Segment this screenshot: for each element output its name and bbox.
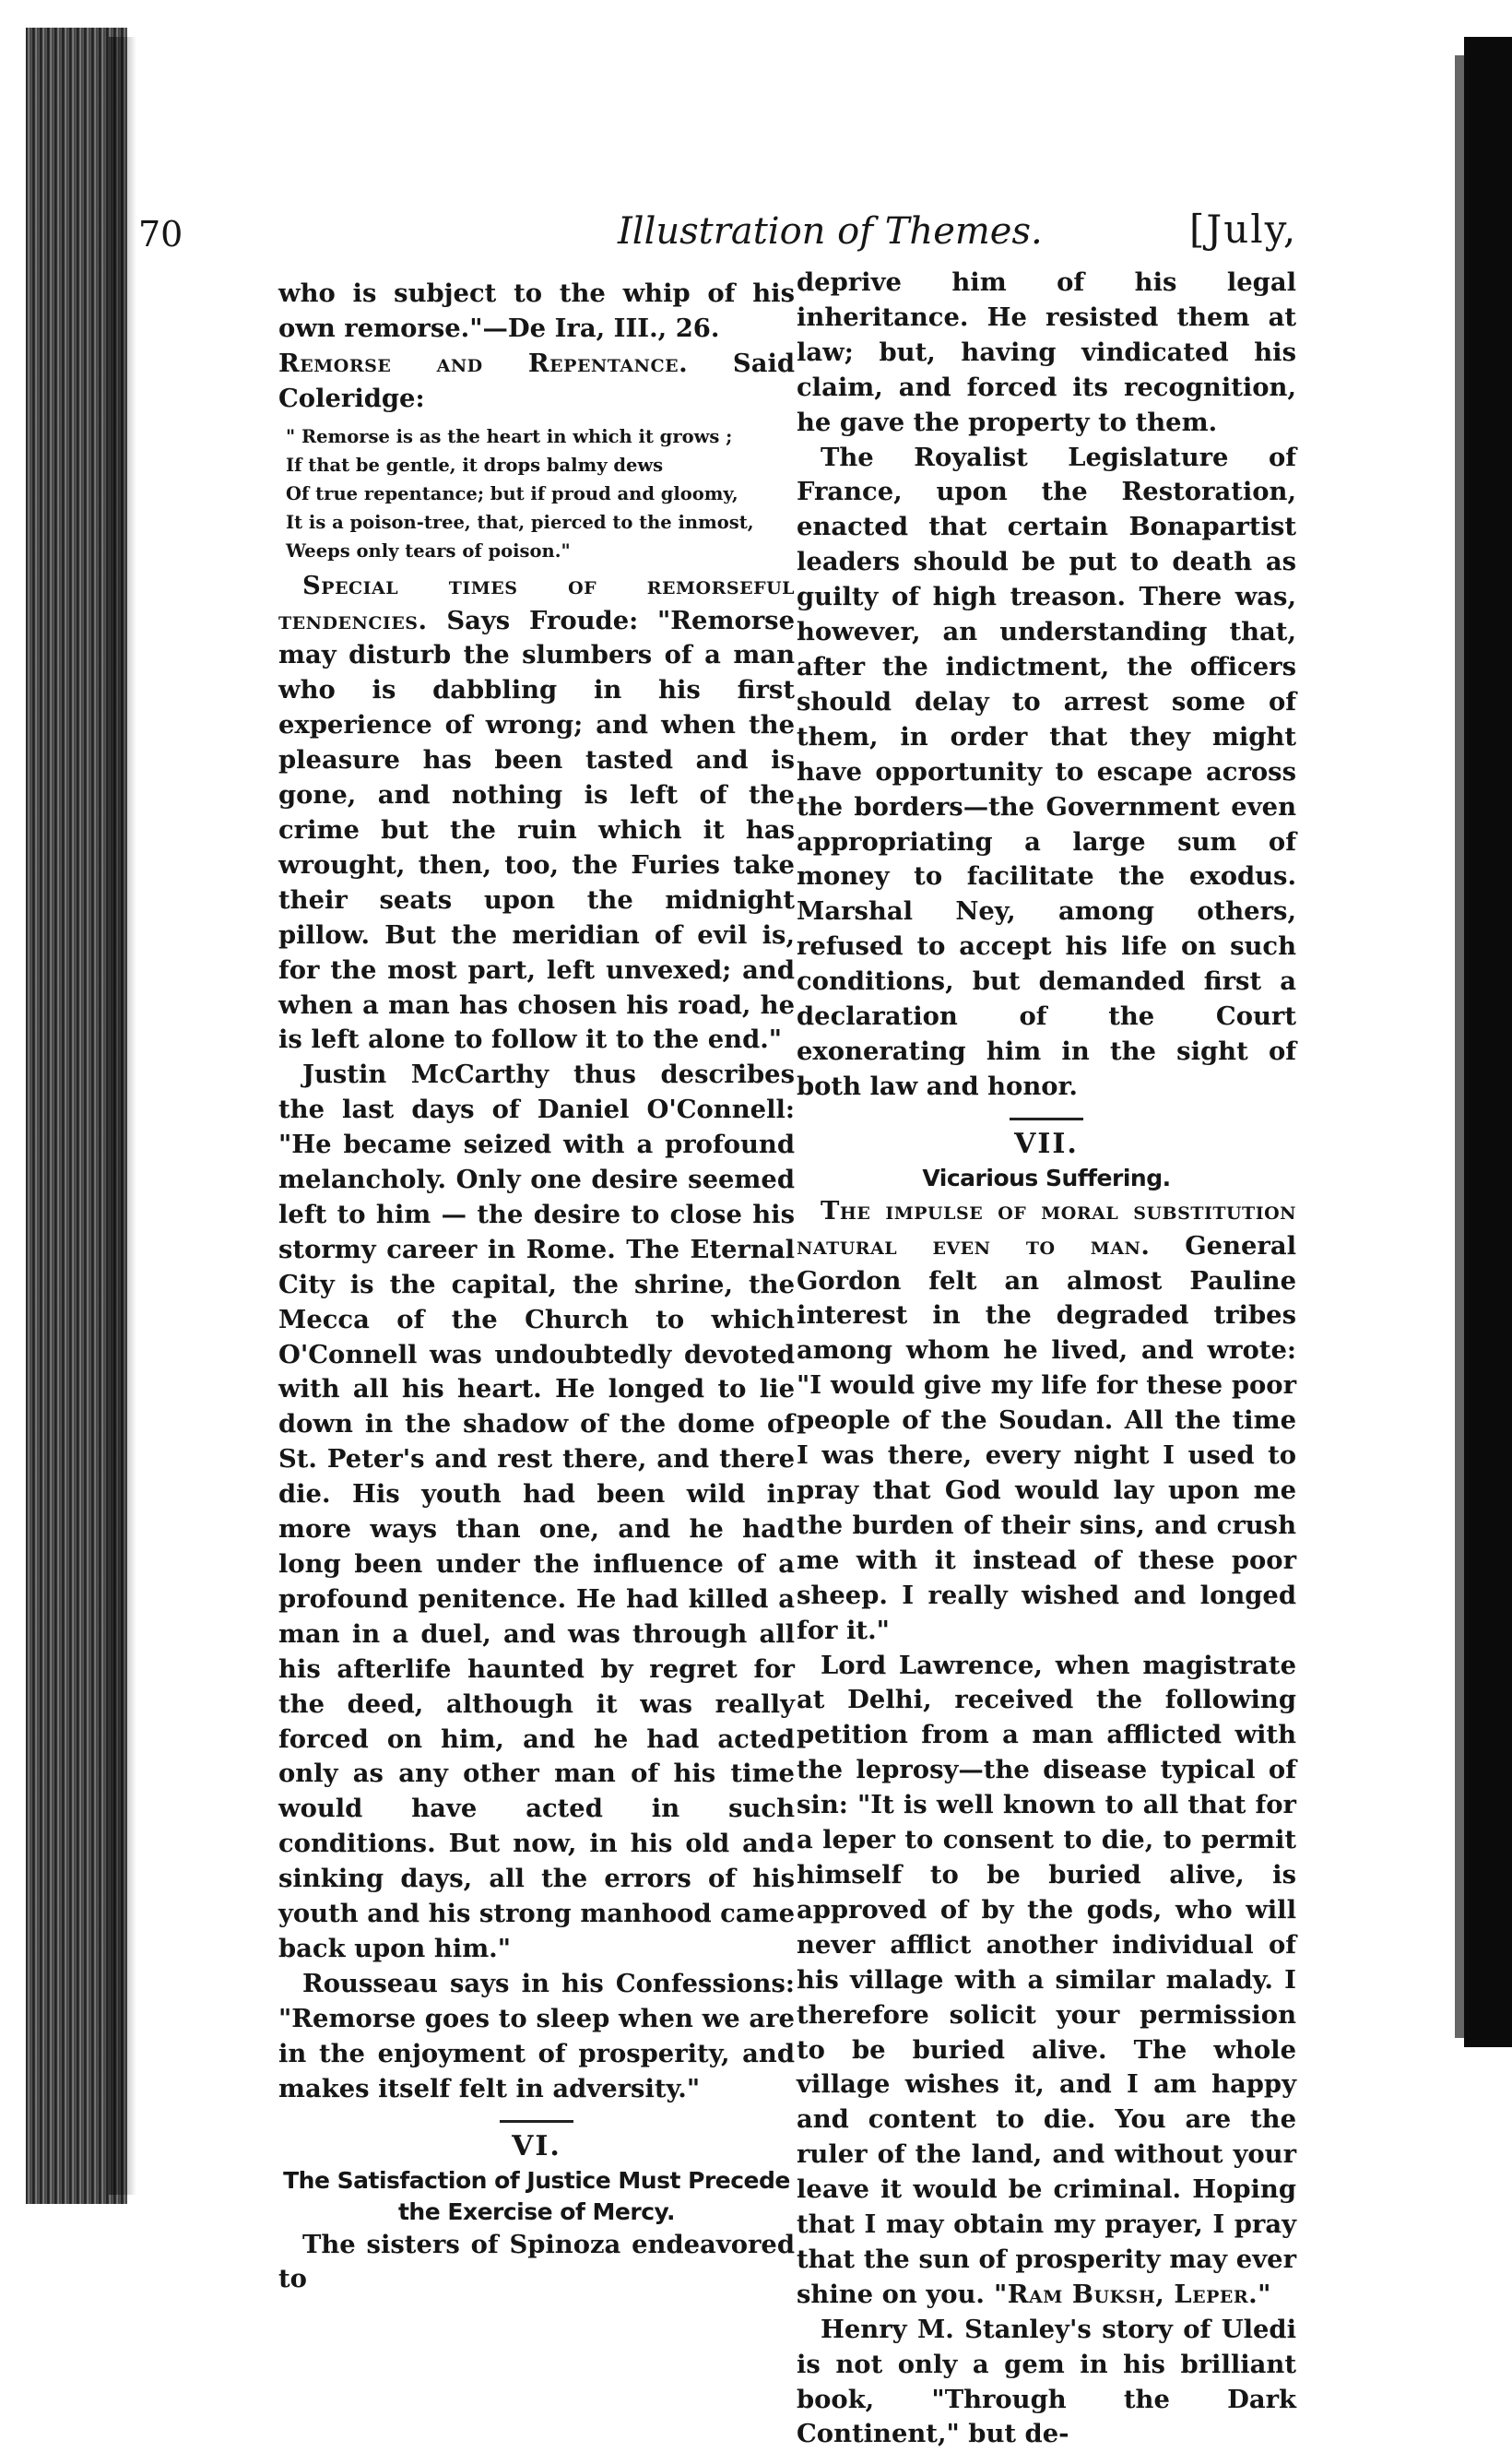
right-column xyxy=(797,266,1296,2452)
subheading-remorse-repentance: Remorse and Repentance. xyxy=(278,348,689,378)
paragraph-text: Lord Lawrence, when magistrate at Delhi, received the following petition from a man afflicted with the leprosy—the disease typical of sin: "It is well known to all that for a leper to consent to die, to permit himself to be buried alive, is approved of by the gods, who will never afflict another individual of his village with a similar malady. I therefore solicit your permission to be buried alive. The whole village wishes it, and I am happy and content to die. You are the ruler of the land, and without your leave it would be criminal. Hoping that I may obtain my prayer, I pray that the sun of prosperity may ever shine on you. xyxy=(797,1650,1296,2309)
poem-line: " Remorse is as the heart in which it grows ; xyxy=(286,425,733,447)
section-divider xyxy=(1010,1118,1083,1120)
poem-line: Weeps only tears of poison." xyxy=(286,539,571,562)
book-page-edge xyxy=(0,0,129,2243)
paragraph-text: Said Coleridge: xyxy=(278,348,795,413)
page-number: 70 xyxy=(138,214,183,255)
running-title: Illustration of Themes. xyxy=(618,210,1043,253)
section-numeral-vii: VII. xyxy=(1014,1127,1079,1160)
right-edge-gray xyxy=(1455,55,1464,2038)
petition-signature: "Ram Buksh, Leper." xyxy=(984,2279,1271,2309)
paragraph-special-times xyxy=(278,569,795,1059)
poem-line: If that be gentle, it drops balmy dews xyxy=(286,454,664,476)
section-title-vi: The Satisfaction of Justice Must Precede the Exercise of Mercy. xyxy=(283,2166,790,2225)
gutter-shadow xyxy=(109,37,136,2195)
paragraph-text: Says Froude: "Remorse may disturb the slumbers of a man who is dabbling in his first experience of wrong; and when the pleasure has been tasted and is gone, and nothing is left of the crime but the ruin which it has wrought, then, too, the Furies take their seats upon the midnight pillow. But the meridian of evil is, for the most part, left unvexed; and when a man has chosen his road, he is left alone to follow it to the end." xyxy=(278,605,795,1055)
running-date: [July, xyxy=(1189,207,1298,252)
paragraph-text: General Gordon felt an almost Pauline interest in the degraded tribes among whom he lived, and wrote: "I would give my life for these poor people of the Soudan. All the time I was there, every night I used to pray that God would lay upon me the burden of their sins, and crush me with it instead of these poor sheep. I really wished and longed for it." xyxy=(797,1230,1296,1645)
paragraph-remorse-repentance xyxy=(278,347,795,417)
paragraph-continuation: deprive him of his legal inheritance. He resisted them at law; but, having vindicated his claim, and forced its recognition, he gave the property to them. xyxy=(797,267,1296,437)
paragraph-gordon xyxy=(797,1194,1296,1649)
coleridge-poem xyxy=(286,422,795,565)
section-divider xyxy=(500,2120,573,2123)
paragraph-stanley: Henry M. Stanley's story of Uledi is not only a gem in his brilliant book, "Through the Dark Continent," but de- xyxy=(797,2314,1296,2449)
right-scan-border xyxy=(1464,37,1512,2047)
paragraph-continuation: who is subject to the whip of his own remorse."—De Ira, III., 26. xyxy=(278,278,795,343)
section-numeral-vi: VI. xyxy=(512,2129,561,2162)
paragraph-spinoza: The sisters of Spinoza endeavored to xyxy=(278,2229,795,2294)
poem-line: Of true repentance; but if proud and gloomy, xyxy=(286,482,738,504)
poem-line: It is a poison-tree, that, pierced to the inmost, xyxy=(286,511,754,533)
paragraph-oconnell: Justin McCarthy thus describes the last days of Daniel O'Connell: "He became seized with a profound melancholy. Only one desire seemed left to him — the desire to close his stormy career in Rome. The Eternal City is the capital, the shrine, the Mecca of the Church to which O'Connell was undoubtedly devoted with all his heart. He longed to lie down in the shadow of the dome of St. Peter's and rest there, and there die. His youth had been wild in more ways than one, and he had long been under the influence of a profound penitence. He had killed a man in a duel, and was through all his afterlife haunted by regret for the deed, although it was really forced on him, and he had acted only as any other man of his time would have acted in such conditions. But now, in his old and sinking days, all the errors of his youth and his strong manhood came back upon him." xyxy=(278,1060,795,1963)
section-title-vii: Vicarious Suffering. xyxy=(922,1164,1171,1191)
left-column xyxy=(278,277,795,2297)
paragraph-lawrence xyxy=(797,1649,1296,2313)
paragraph-royalist: The Royalist Legislature of France, upon the Restoration, enacted that certain Bonapartist leaders should be put to death as guilty of high treason. There was, however, an understanding that, after the indictment, the officers should delay to arrest some of them, in order that they might have opportunity to escape across the borders—the Government even appropriating a large sum of money to facilitate the exodus. Marshal Ney, among others, refused to accept his life on such conditions, but demanded first a declaration of the Court exonerating him in the sight of both law and honor. xyxy=(797,442,1296,1101)
subheading-special-times: Special times of remorseful tendencies. xyxy=(278,570,795,635)
paragraph-rousseau: Rousseau says in his Confessions: "Remorse goes to sleep when we are in the enjoyment of prosperity, and makes itself felt in adversity." xyxy=(278,1968,795,2103)
subheading-moral-substitution: The impulse of moral substitution natural even to man. xyxy=(797,1195,1296,1261)
